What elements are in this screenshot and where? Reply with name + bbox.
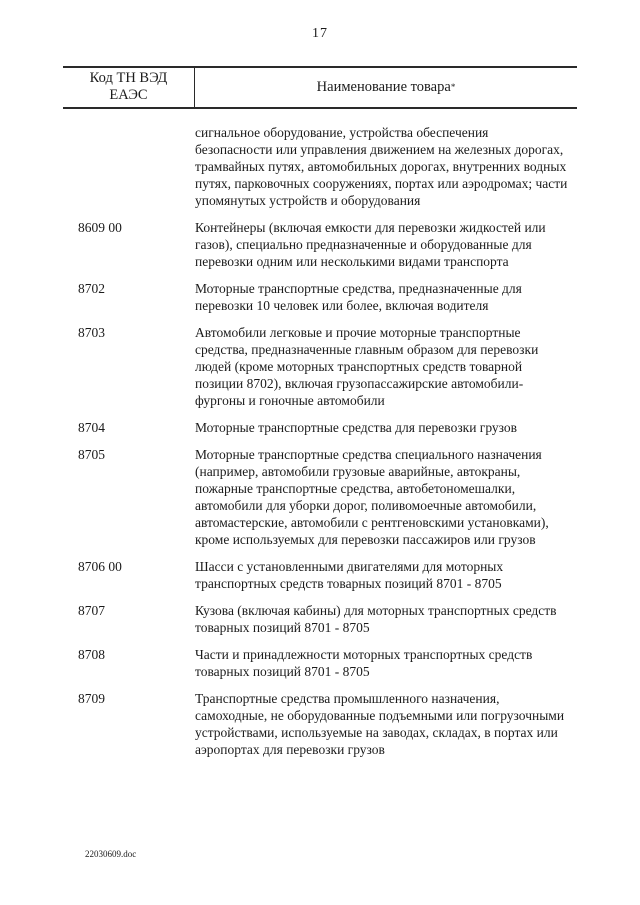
row-code: 8705: [78, 447, 105, 462]
row-name: сигнальное оборудование, устройства обеспечения безопасности или управления движением на железных дорогах, трамвайных путях, автомобильных дорогах, внутренних водных путях, парковочных сооружениях, портах или аэродромах; части упомянутых устройств и оборудования: [195, 125, 568, 208]
header-cell-name-label: Наименование товара: [316, 78, 451, 95]
table-row: [63, 558, 577, 592]
table-row: [63, 446, 577, 548]
row-name: Части и принадлежности моторных транспортных средств товарных позиций 8701 - 8705: [195, 647, 533, 679]
header-cell-code: Код ТН ВЭД ЕАЭС: [63, 68, 195, 107]
row-name: Контейнеры (включая емкости для перевозки жидкостей или газов), специально предназначенные и оборудованные для перевозки одним или несколькими видами транспорта: [195, 220, 546, 269]
table-body: [63, 109, 577, 758]
row-name: Автомобили легковые и прочие моторные транспортные средства, предназначенные главным образом для перевозки людей (кроме моторных транспортных средств товарной позиции 8702), включая грузопассажирские автомобили-фургоны и гоночные автомобили: [195, 325, 539, 408]
row-code: 8708: [78, 647, 105, 662]
row-code: [63, 124, 195, 209]
row-code: 8704: [78, 420, 105, 435]
table-row: [63, 324, 577, 409]
doc-filename-footer: 22030609.doc: [85, 849, 137, 859]
row-code: 8702: [78, 281, 105, 296]
table-header-row: [63, 66, 577, 109]
row-name: Моторные транспортные средства для перевозки грузов: [195, 420, 518, 435]
row-name: Кузова (включая кабины) для моторных транспортных средств товарных позиций 8701 - 8705: [195, 603, 557, 635]
row-code: 8706 00: [78, 559, 122, 574]
row-name: Транспортные средства промышленного назначения, самоходные, не оборудованные подъемными или погрузочными устройствами, используемые на заводах, складах, в портах или аэропортах для перевозки грузов: [195, 691, 565, 757]
row-name: Шасси с установленными двигателями для моторных транспортных средств товарных позиций 8701 - 8705: [195, 559, 504, 591]
customs-codes-table: [63, 66, 577, 758]
row-code: 8703: [78, 325, 105, 340]
table-row: [63, 690, 577, 758]
row-name: Моторные транспортные средства, предназначенные для перевозки 10 человек или более, включая водителя: [195, 281, 522, 313]
table-row: [63, 219, 577, 270]
row-name: Моторные транспортные средства специального назначения (например, автомобили грузовые аварийные, автокраны, пожарные транспортные средства, автобетономешалки, автомобили для уборки дорог, поливомоечные автомобили, автомастерские, автомобили с рентгеновскими установками), кроме используемых для перевозки пассажиров или грузов: [195, 447, 549, 547]
row-code: 8609 00: [78, 220, 122, 235]
table-row: [63, 419, 577, 436]
table-row: [63, 124, 577, 209]
page-number: 17: [312, 26, 328, 41]
header-cell-name: Наименование товара *: [316, 78, 456, 95]
table-row: [63, 646, 577, 680]
row-code: 8709: [78, 691, 105, 706]
table-row: [63, 280, 577, 314]
row-code: 8707: [78, 603, 105, 618]
table-row: [63, 602, 577, 636]
